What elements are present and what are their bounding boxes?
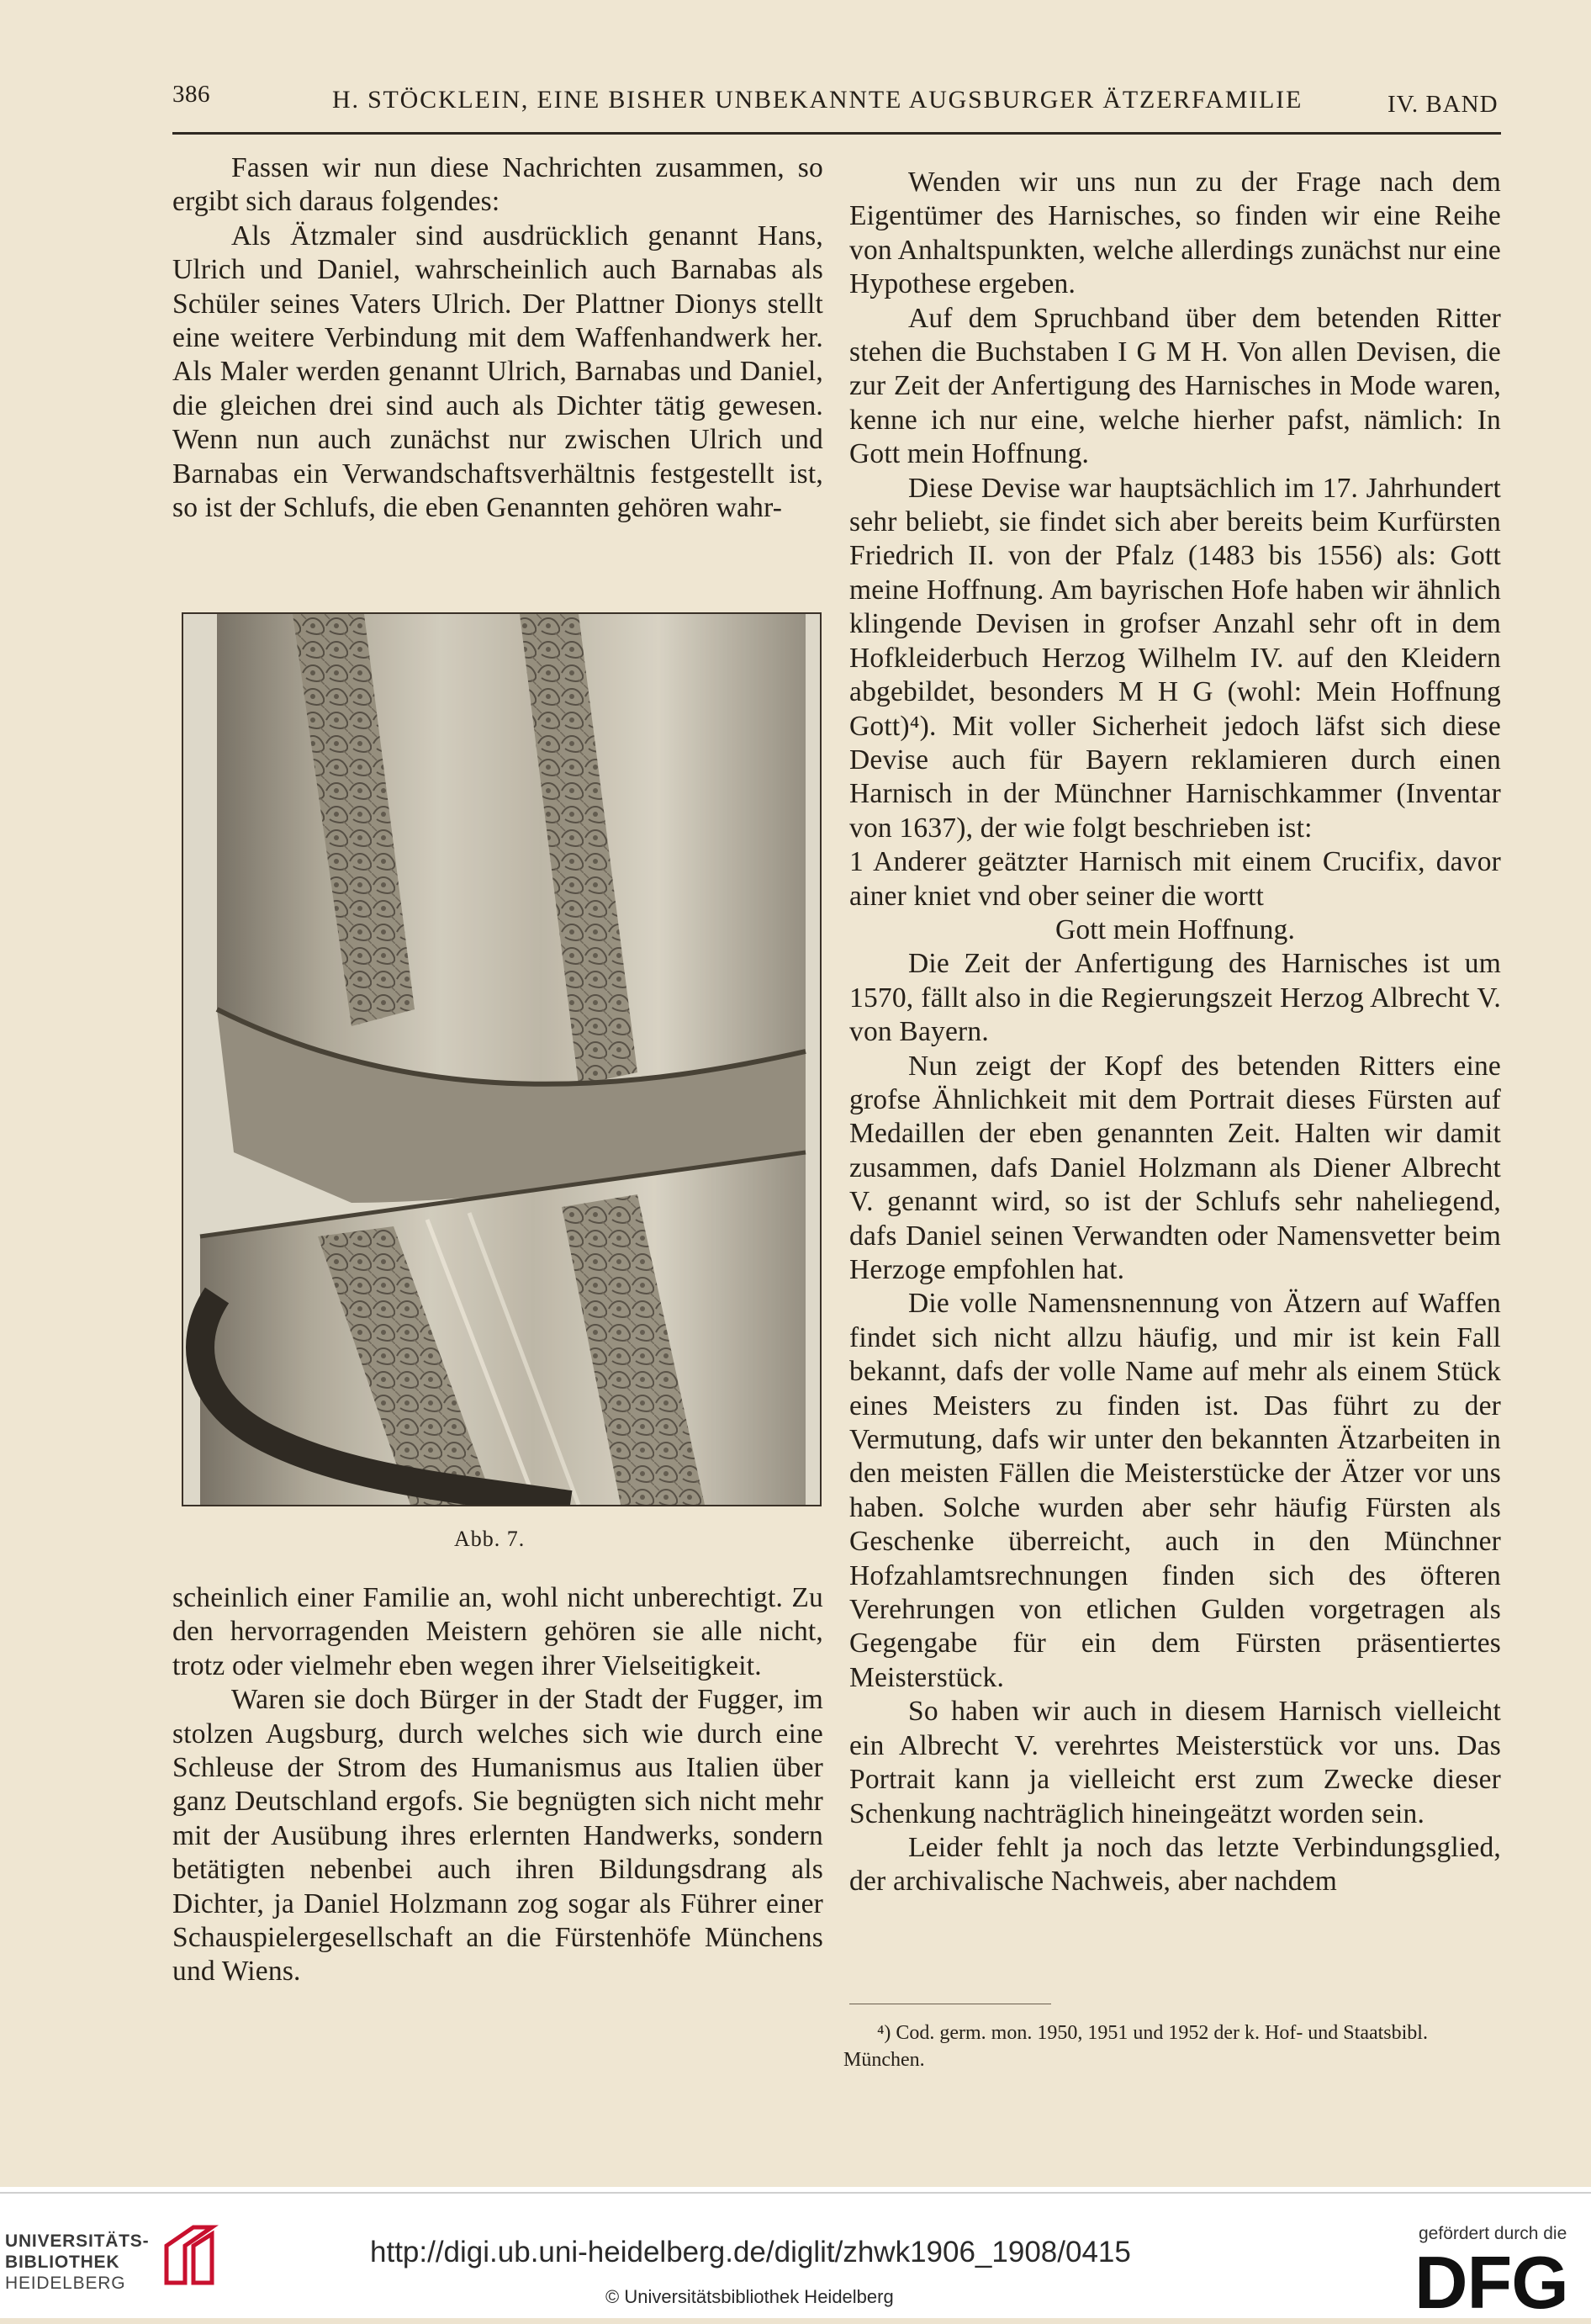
paragraph: Die volle Namensnennung von Ätzern auf Waffen findet sich nicht allzu häufig, und mir ist kein Fall bekannt, dafs der volle Name auf mehr als einem Stück eines Meisters zu finden ist. Das führt zu der Vermutung, dafs wir unter den bekannten Ätzarbeiten in den meisten Fällen die Meisterstücke der Ätzer vor uns haben. Solche wurden aber sehr häufig Fürsten als Geschenke überreicht, auch in den Münchner Hofzahlamtsrechnungen finden sich des öfteren Verehrungen von etlichen Gulden vorgetragen als Gegengabe für ein dem Fürsten präsentiertes Meisterstück.: [849, 1288, 1501, 1693]
library-logo-icon: [160, 2222, 219, 2294]
paragraph: Leider fehlt ja noch das letzte Verbindungsglied, der archivalische Nachweis, aber nachdem: [849, 1831, 1501, 1898]
footer-divider: [0, 2192, 1591, 2194]
paragraph: Wenden wir uns nun zu der Frage nach dem Eigentümer des Harnisches, so finden wir eine Reihe von Anhaltspunkten, welche allerdings zunächst nur eine Hypothese ergeben.: [849, 167, 1501, 300]
paragraph: Waren sie doch Bürger in der Stadt der Fugger, im stolzen Augsburg, durch welches sich wie durch eine Schleuse der Strom des Humanismus aus Italien über ganz Deutschland ergofs. Sie begnügten sich nicht mehr mit der Ausübung ihres erlernten Handwerks, sondern betätigten nebenbei auch ihren Bildungsdrang als Dichter, ja Daniel Holzmann zog sogar als Führer einer Schauspielergesellschaft an die Fürstenhöfe Münchens und Wiens.: [172, 1684, 823, 1988]
etched-armor-illustration: [183, 614, 820, 1505]
footer-bar: [0, 2187, 1591, 2324]
library-line-2: BIBLIOTHEK: [5, 2253, 120, 2272]
right-column: [849, 166, 1501, 1899]
paragraph: Auf dem Spruchband über dem betenden Ritter stehen die Buchstaben I G M H. Von allen Devisen, die zur Zeit der Anfertigung des Harnisches in Mode waren, kenne ich nur eine, welche hierher pafst, nämlich: In Gott mein Hoffnung.: [849, 302, 1501, 470]
paragraph: Fassen wir nun diese Nachrichten zusammen, so ergibt sich daraus folgendes:: [172, 152, 823, 218]
left-column-bottom: [172, 1581, 823, 1989]
library-line-1: UNIVERSITÄTS-: [5, 2231, 150, 2251]
library-line-3: HEIDELBERG: [5, 2274, 126, 2293]
left-column-top: [172, 151, 823, 525]
page-number: 386: [172, 81, 210, 108]
motto-line: Gott mein Hoffnung.: [1054, 913, 1296, 945]
paragraph: So haben wir auch in diesem Harnisch vielleicht ein Albrecht V. verehrtes Meisterstück vor uns. Das Portrait kann ja vielleicht erst zum Zwecke dieser Schenkung nachträglich hineingeätzt worden sein.: [849, 1696, 1501, 1829]
header-rule: [172, 132, 1501, 135]
footnote: ⁴) Cod. germ. mon. 1950, 1951 und 1952 der k. Hof- und Staatsbibl. München.: [843, 2022, 1428, 2071]
paragraph: Als Ätzmaler sind ausdrücklich genannt Hans, Ulrich und Daniel, wahrscheinlich auch Barnabas als Schüler seines Vaters Ulrich. Der Plattner Dionys stellt eine weitere Verbindung mit dem Waffenhandwerk her. Als Maler werden genannt Ulrich, Barnabas und Daniel, die gleichen drei sind auch als Dichter tätig gewesen. Wenn nun auch zunächst nur zwischen Ulrich und Barnabas ein Verwandschaftsverhältnis festgestellt ist, so ist der Schlufs, die eben Genannten gehören wahr-: [172, 220, 823, 524]
library-name: [5, 2231, 149, 2294]
dfg-logo: DFG: [1414, 2241, 1568, 2324]
inventory-quote: 1 Anderer geätzter Harnisch mit einem Crucifix, davor ainer kniet vnd ober seiner die wortt: [849, 846, 1501, 912]
copyright-notice: © Universitätsbibliothek Heidelberg: [605, 2286, 894, 2307]
volume-label: IV. BAND: [1388, 91, 1498, 118]
figure-caption: Abb. 7.: [454, 1527, 526, 1551]
paragraph: Diese Devise war hauptsächlich im 17. Jahrhundert sehr beliebt, sie findet sich aber bereits beim Kurfürsten Friedrich II. von der Pfalz (1483 bis 1556) als: Gott meine Hoffnung. Am bayrischen Hofe haben wir ähnlich klingende Devisen in grofser Anzahl sehr oft in dem Hofkleiderbuch Herzog Wilhelm IV. auf den Kleidern abgebildet, besonders M H G (wohl: Mein Hoffnung Gott)⁴). Mit voller Sicherheit jedoch läfst sich diese Devise auch für Bayern reklamieren durch einen Harnisch in der Münchner Harnischkammer (Inventar von 1637), der wie folgt beschrieben ist:: [849, 472, 1501, 844]
paragraph: Die Zeit der Anfertigung des Harnisches ist um 1570, fällt also in die Regierungszeit Herzog Albrecht V. von Bayern.: [849, 948, 1501, 1048]
paragraph: Nun zeigt der Kopf des betenden Ritters eine grofse Ähnlichkeit mit dem Portrait dieses Fürsten auf Medaillen der eben genannten Zeit. Halten wir damit zusammen, dafs Daniel Holzmann als Diener Albrecht V. genannt wird, so ist der Schlufs sehr naheliegend, dafs Daniel seinen Verwandten oder Namensvetter beim Herzoge empfohlen hat.: [849, 1050, 1501, 1285]
source-url-link[interactable]: http://digi.ub.uni-heidelberg.de/diglit/zhwk1906_1908/0415: [370, 2236, 1131, 2268]
paragraph: scheinlich einer Familie an, wohl nicht unberechtigt. Zu den hervorragenden Meistern gehören sie alle nicht, trotz oder vielmehr eben wegen ihrer Vielseitigkeit.: [172, 1582, 823, 1681]
running-title: H. STÖCKLEIN, EINE BISHER UNBEKANNTE AUGSBURGER ÄTZERFAMILIE: [332, 86, 1303, 114]
funding-label: gefördert durch die: [1419, 2224, 1567, 2243]
figure-armor-photo: [182, 612, 822, 1506]
